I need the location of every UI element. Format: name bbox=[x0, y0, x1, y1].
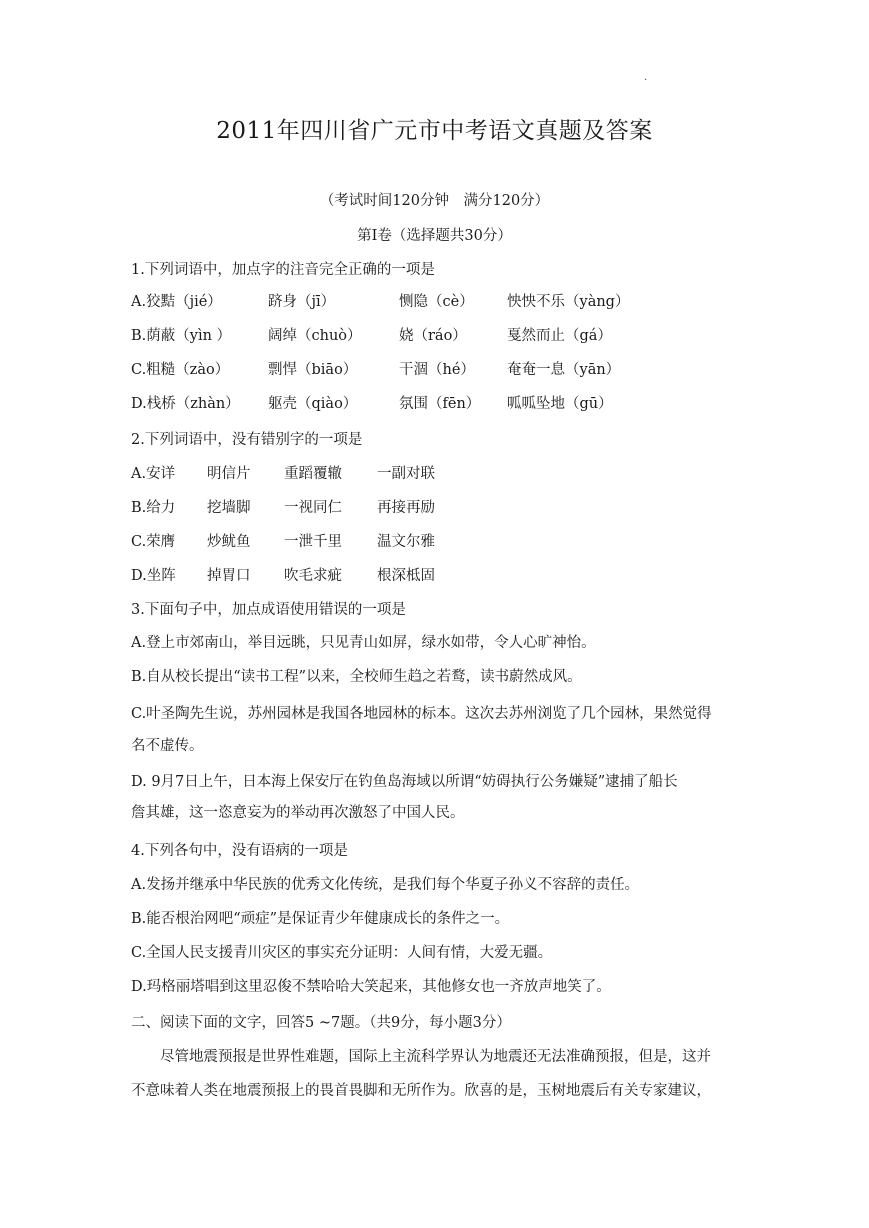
q1-option-a-1: A.狡黠（jié） bbox=[131, 294, 222, 310]
exam-info: （考试时间120分钟 满分120分） bbox=[319, 193, 550, 209]
q1-option-a-3: 恻隐（cè） bbox=[399, 294, 474, 310]
q3-option-c-line1: C.叶圣陶先生说，苏州园林是我国各地园林的标本。这次去苏州浏览了几个园林，果然觉得 bbox=[131, 706, 712, 722]
q2-option-a-2: 明信片 bbox=[207, 466, 251, 482]
q3-option-a: A.登上市郊南山，举目远眺，只见青山如屏，绿水如带，令人心旷神怡。 bbox=[131, 635, 596, 651]
q1-option-a-2: 跻身（jī） bbox=[268, 294, 336, 310]
corner-mark: . bbox=[644, 72, 648, 83]
q1-option-b-1: B.荫蔽（yìn ） bbox=[131, 328, 232, 344]
q1-option-c-2: 剽悍（biāo） bbox=[268, 362, 358, 378]
question-3-stem: 3.下面句子中，加点成语使用错误的一项是 bbox=[131, 602, 406, 618]
q2-option-b-2: 挖墙脚 bbox=[207, 500, 251, 516]
q1-option-b-3: 娆（ráo） bbox=[399, 328, 467, 344]
q2-option-c-4: 温文尔雅 bbox=[377, 534, 435, 550]
q2-option-b-1: B.给力 bbox=[131, 500, 176, 516]
q1-option-d-3: 氛围（fēn） bbox=[399, 396, 481, 412]
question-2-stem: 2.下列词语中，没有错别字的一项是 bbox=[131, 432, 363, 448]
q1-option-b-4: 戛然而止（gá） bbox=[507, 328, 612, 344]
passage-line-1: 尽管地震预报是世界性难题，国际上主流科学界认为地震还无法准确预报，但是，这并 bbox=[160, 1049, 711, 1065]
q1-option-b-2: 阔绰（chuò） bbox=[268, 328, 362, 344]
q2-option-c-2: 炒鱿鱼 bbox=[207, 534, 251, 550]
q3-option-d-line1: D. 9月7日上午，日本海上保安厅在钓鱼岛海域以所谓“妨碍执行公务嫌疑”逮捕了船长 bbox=[131, 774, 678, 790]
q4-option-d: D.玛格丽塔唱到这里忍俊不禁哈哈大笑起来，其他修女也一齐放声地笑了。 bbox=[131, 979, 611, 995]
q3-option-b: B.自从校长提出“读书工程”以来，全校师生趋之若鹜，读书蔚然成风。 bbox=[131, 669, 582, 685]
page-title: 2011年四川省广元市中考语文真题及答案 bbox=[216, 118, 653, 144]
q1-option-c-4: 奄奄一息（yān） bbox=[507, 362, 621, 378]
q2-option-c-1: C.荣膺 bbox=[131, 534, 176, 550]
section-heading-2: 二、阅读下面的文字，回答5 ~7题。（共9分，每小题3分） bbox=[131, 1015, 511, 1031]
q2-option-d-2: 掉胃口 bbox=[207, 568, 251, 584]
passage-line-2: 不意味着人类在地震预报上的畏首畏脚和无所作为。欣喜的是，玉树地震后有关专家建议， bbox=[131, 1083, 711, 1099]
q2-option-d-4: 根深柢固 bbox=[377, 568, 435, 584]
q3-option-d-line2: 詹其雄，这一恣意妄为的举动再次激怒了中国人民。 bbox=[131, 805, 465, 821]
q2-option-d-3: 吹毛求疵 bbox=[284, 568, 342, 584]
q4-option-b: B.能否根治网吧“顽症”是保证青少年健康成长的条件之一。 bbox=[131, 911, 510, 927]
q1-option-d-4: 呱呱坠地（gū） bbox=[507, 396, 613, 412]
q1-option-d-2: 躯壳（qiào） bbox=[268, 396, 358, 412]
q1-option-a-4: 怏怏不乐（yàng） bbox=[507, 294, 630, 310]
q4-option-c: C.全国人民支援青川灾区的事实充分证明：人间有情，大爱无疆。 bbox=[131, 945, 553, 961]
section-heading-1: 第Ⅰ卷（选择题共30分） bbox=[357, 228, 512, 244]
q2-option-b-3: 一视同仁 bbox=[284, 500, 342, 516]
q2-option-a-1: A.安详 bbox=[131, 466, 176, 482]
question-1-stem: 1.下列词语中，加点字的注音完全正确的一项是 bbox=[131, 262, 435, 278]
q2-option-d-1: D.坐阵 bbox=[131, 568, 176, 584]
q2-option-b-4: 再接再励 bbox=[377, 500, 435, 516]
q4-option-a: A.发扬并继承中华民族的优秀文化传统，是我们每个华夏子孙义不容辞的责任。 bbox=[131, 877, 640, 893]
q2-option-a-3: 重蹈覆辙 bbox=[284, 466, 342, 482]
q3-option-c-line2: 名不虚传。 bbox=[131, 738, 204, 754]
q2-option-c-3: 一泄千里 bbox=[284, 534, 342, 550]
question-4-stem: 4.下列各句中，没有语病的一项是 bbox=[131, 843, 348, 859]
q2-option-a-4: 一副对联 bbox=[377, 466, 435, 482]
q1-option-d-1: D.栈桥（zhàn） bbox=[131, 396, 240, 412]
q1-option-c-1: C.粗糙（zào） bbox=[131, 362, 230, 378]
q1-option-c-3: 干涸（hé） bbox=[399, 362, 475, 378]
